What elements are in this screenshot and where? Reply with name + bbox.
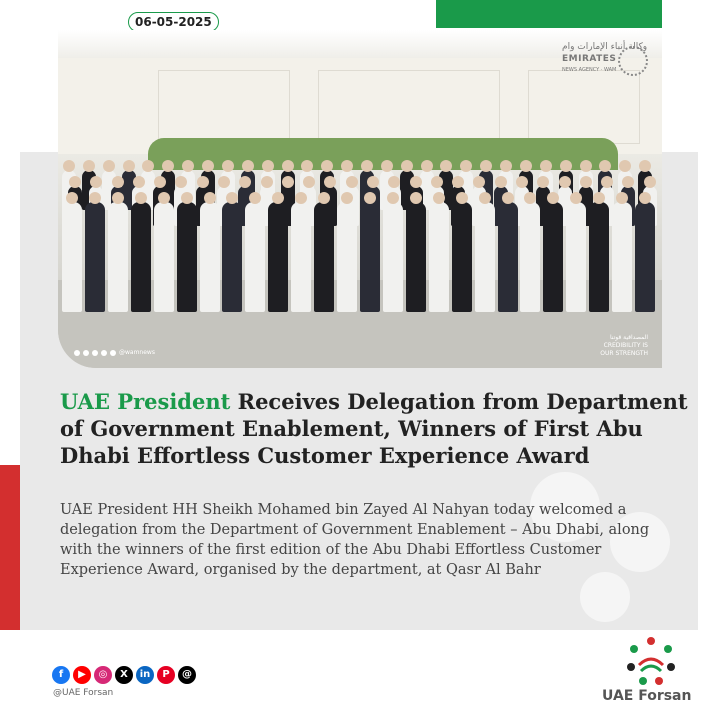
- person-head: [112, 192, 124, 204]
- wall-panel: [158, 70, 290, 144]
- date-badge: 06-05-2025: [128, 12, 219, 32]
- credibility-arabic: المصداقية قوتنا: [609, 334, 648, 341]
- delegation-crowd: [58, 150, 662, 285]
- person-silhouette: [406, 202, 426, 312]
- person-silhouette: [62, 202, 82, 312]
- person-head: [103, 160, 115, 172]
- person-head: [440, 160, 452, 172]
- linkedin-icon[interactable]: in: [136, 666, 154, 684]
- person-head: [69, 176, 81, 188]
- person-head: [410, 176, 422, 188]
- social-mini-icon: [110, 350, 116, 356]
- social-icons-row: [52, 666, 196, 684]
- person-head: [580, 160, 592, 172]
- person-head: [90, 176, 102, 188]
- person-head: [387, 192, 399, 204]
- group-photo: [58, 30, 662, 368]
- person-head: [619, 160, 631, 172]
- person-head: [580, 176, 592, 188]
- person-head: [262, 160, 274, 172]
- wam-subtitle: NEWS AGENCY · WAM: [562, 67, 617, 73]
- person-head: [361, 160, 373, 172]
- person-silhouette: [245, 202, 265, 312]
- person-silhouette: [452, 202, 472, 312]
- youtube-icon[interactable]: ▶: [73, 666, 91, 684]
- headline-highlight: UAE President: [60, 389, 231, 414]
- person-head: [83, 160, 95, 172]
- person-silhouette: [520, 202, 540, 312]
- person-head: [182, 160, 194, 172]
- person-head: [202, 160, 214, 172]
- footer-brand: UAE Forsan: [602, 688, 692, 704]
- credibility-tagline: [600, 334, 648, 358]
- person-head: [364, 192, 376, 204]
- person-head: [540, 160, 552, 172]
- social-mini-icon: [74, 350, 80, 356]
- person-head: [495, 176, 507, 188]
- wam-logo: [552, 42, 648, 82]
- person-head: [261, 176, 273, 188]
- person-silhouette: [200, 202, 220, 312]
- person-head: [346, 176, 358, 188]
- person-head: [162, 160, 174, 172]
- x-icon[interactable]: X: [115, 666, 133, 684]
- uae-forsan-logo-icon: [625, 635, 677, 687]
- person-head: [341, 160, 353, 172]
- person-head: [599, 160, 611, 172]
- person-head: [500, 160, 512, 172]
- person-head: [282, 176, 294, 188]
- person-silhouette: [154, 202, 174, 312]
- person-head: [479, 192, 491, 204]
- person-head: [222, 160, 234, 172]
- person-head: [282, 160, 294, 172]
- person-silhouette: [475, 202, 495, 312]
- person-head: [341, 192, 353, 204]
- person-head: [204, 192, 216, 204]
- wam-title: EMIRATES: [562, 54, 617, 64]
- person-head: [516, 176, 528, 188]
- person-silhouette: [85, 202, 105, 312]
- person-silhouette: [589, 202, 609, 312]
- person-silhouette: [131, 202, 151, 312]
- green-accent-bar: [436, 0, 662, 28]
- person-silhouette: [108, 202, 128, 312]
- person-head: [197, 176, 209, 188]
- person-head: [639, 192, 651, 204]
- person-head: [123, 160, 135, 172]
- person-head: [181, 192, 193, 204]
- person-head: [401, 160, 413, 172]
- photo-handle-text: @wamnews: [119, 349, 155, 356]
- person-head: [480, 160, 492, 172]
- person-head: [460, 160, 472, 172]
- person-head: [560, 160, 572, 172]
- person-head: [63, 160, 75, 172]
- instagram-icon[interactable]: ◎: [94, 666, 112, 684]
- credibility-line1: CREDIBILITY IS: [603, 342, 648, 349]
- person-head: [520, 160, 532, 172]
- person-head: [135, 192, 147, 204]
- person-silhouette: [222, 202, 242, 312]
- person-silhouette: [314, 202, 334, 312]
- person-head: [89, 192, 101, 204]
- person-silhouette: [498, 202, 518, 312]
- red-accent-bar: [0, 465, 20, 630]
- photo-social-handle: [74, 349, 155, 356]
- person-silhouette: [360, 202, 380, 312]
- person-head: [431, 176, 443, 188]
- wall-panel: [318, 70, 500, 144]
- person-silhouette: [635, 202, 655, 312]
- person-silhouette: [543, 202, 563, 312]
- person-head: [421, 160, 433, 172]
- person-silhouette: [566, 202, 586, 312]
- person-head: [410, 192, 422, 204]
- person-silhouette: [612, 202, 632, 312]
- person-head: [218, 176, 230, 188]
- person-silhouette: [268, 202, 288, 312]
- footer-handle: @UAE Forsan: [53, 688, 114, 698]
- person-head: [644, 176, 656, 188]
- facebook-icon[interactable]: f: [52, 666, 70, 684]
- headline: [60, 388, 690, 469]
- person-head: [112, 176, 124, 188]
- person-head: [367, 176, 379, 188]
- person-head: [388, 176, 400, 188]
- person-silhouette: [177, 202, 197, 312]
- person-head: [559, 176, 571, 188]
- person-head: [502, 192, 514, 204]
- wam-arabic-name: وكالة أنباء الإمارات وام: [562, 42, 648, 52]
- pinterest-icon[interactable]: P: [157, 666, 175, 684]
- person-head: [639, 160, 651, 172]
- person-head: [142, 160, 154, 172]
- person-silhouette: [291, 202, 311, 312]
- person-head: [456, 192, 468, 204]
- wam-emblem-icon: [618, 46, 648, 76]
- social-mini-icon: [83, 350, 89, 356]
- person-head: [301, 160, 313, 172]
- social-mini-icon: [101, 350, 107, 356]
- person-head: [381, 160, 393, 172]
- person-head: [324, 176, 336, 188]
- person-head: [622, 176, 634, 188]
- credibility-line2: OUR STRENGTH: [600, 350, 648, 357]
- article-body: UAE President HH Sheikh Mohamed bin Zayed Al Nahyan today welcomed a delegation from the Department of Government Enablement – Abu Dhabi, along with the winners of the first edition of the Abu Dhabi Effortless Customer Experience Award, organised by the department, at Qasr Al Bahr: [60, 502, 650, 578]
- threads-icon[interactable]: @: [178, 666, 196, 684]
- social-mini-icon: [92, 350, 98, 356]
- person-silhouette: [429, 202, 449, 312]
- person-silhouette: [383, 202, 403, 312]
- person-silhouette: [337, 202, 357, 312]
- person-head: [133, 176, 145, 188]
- person-head: [321, 160, 333, 172]
- person-head: [66, 192, 78, 204]
- person-head: [433, 192, 445, 204]
- headline-rest: Receives Delegation from Department of Government Enablement, Winners of First Abu Dhabi Effortless Customer Experience Award: [60, 389, 688, 468]
- person-head: [158, 192, 170, 204]
- person-head: [242, 160, 254, 172]
